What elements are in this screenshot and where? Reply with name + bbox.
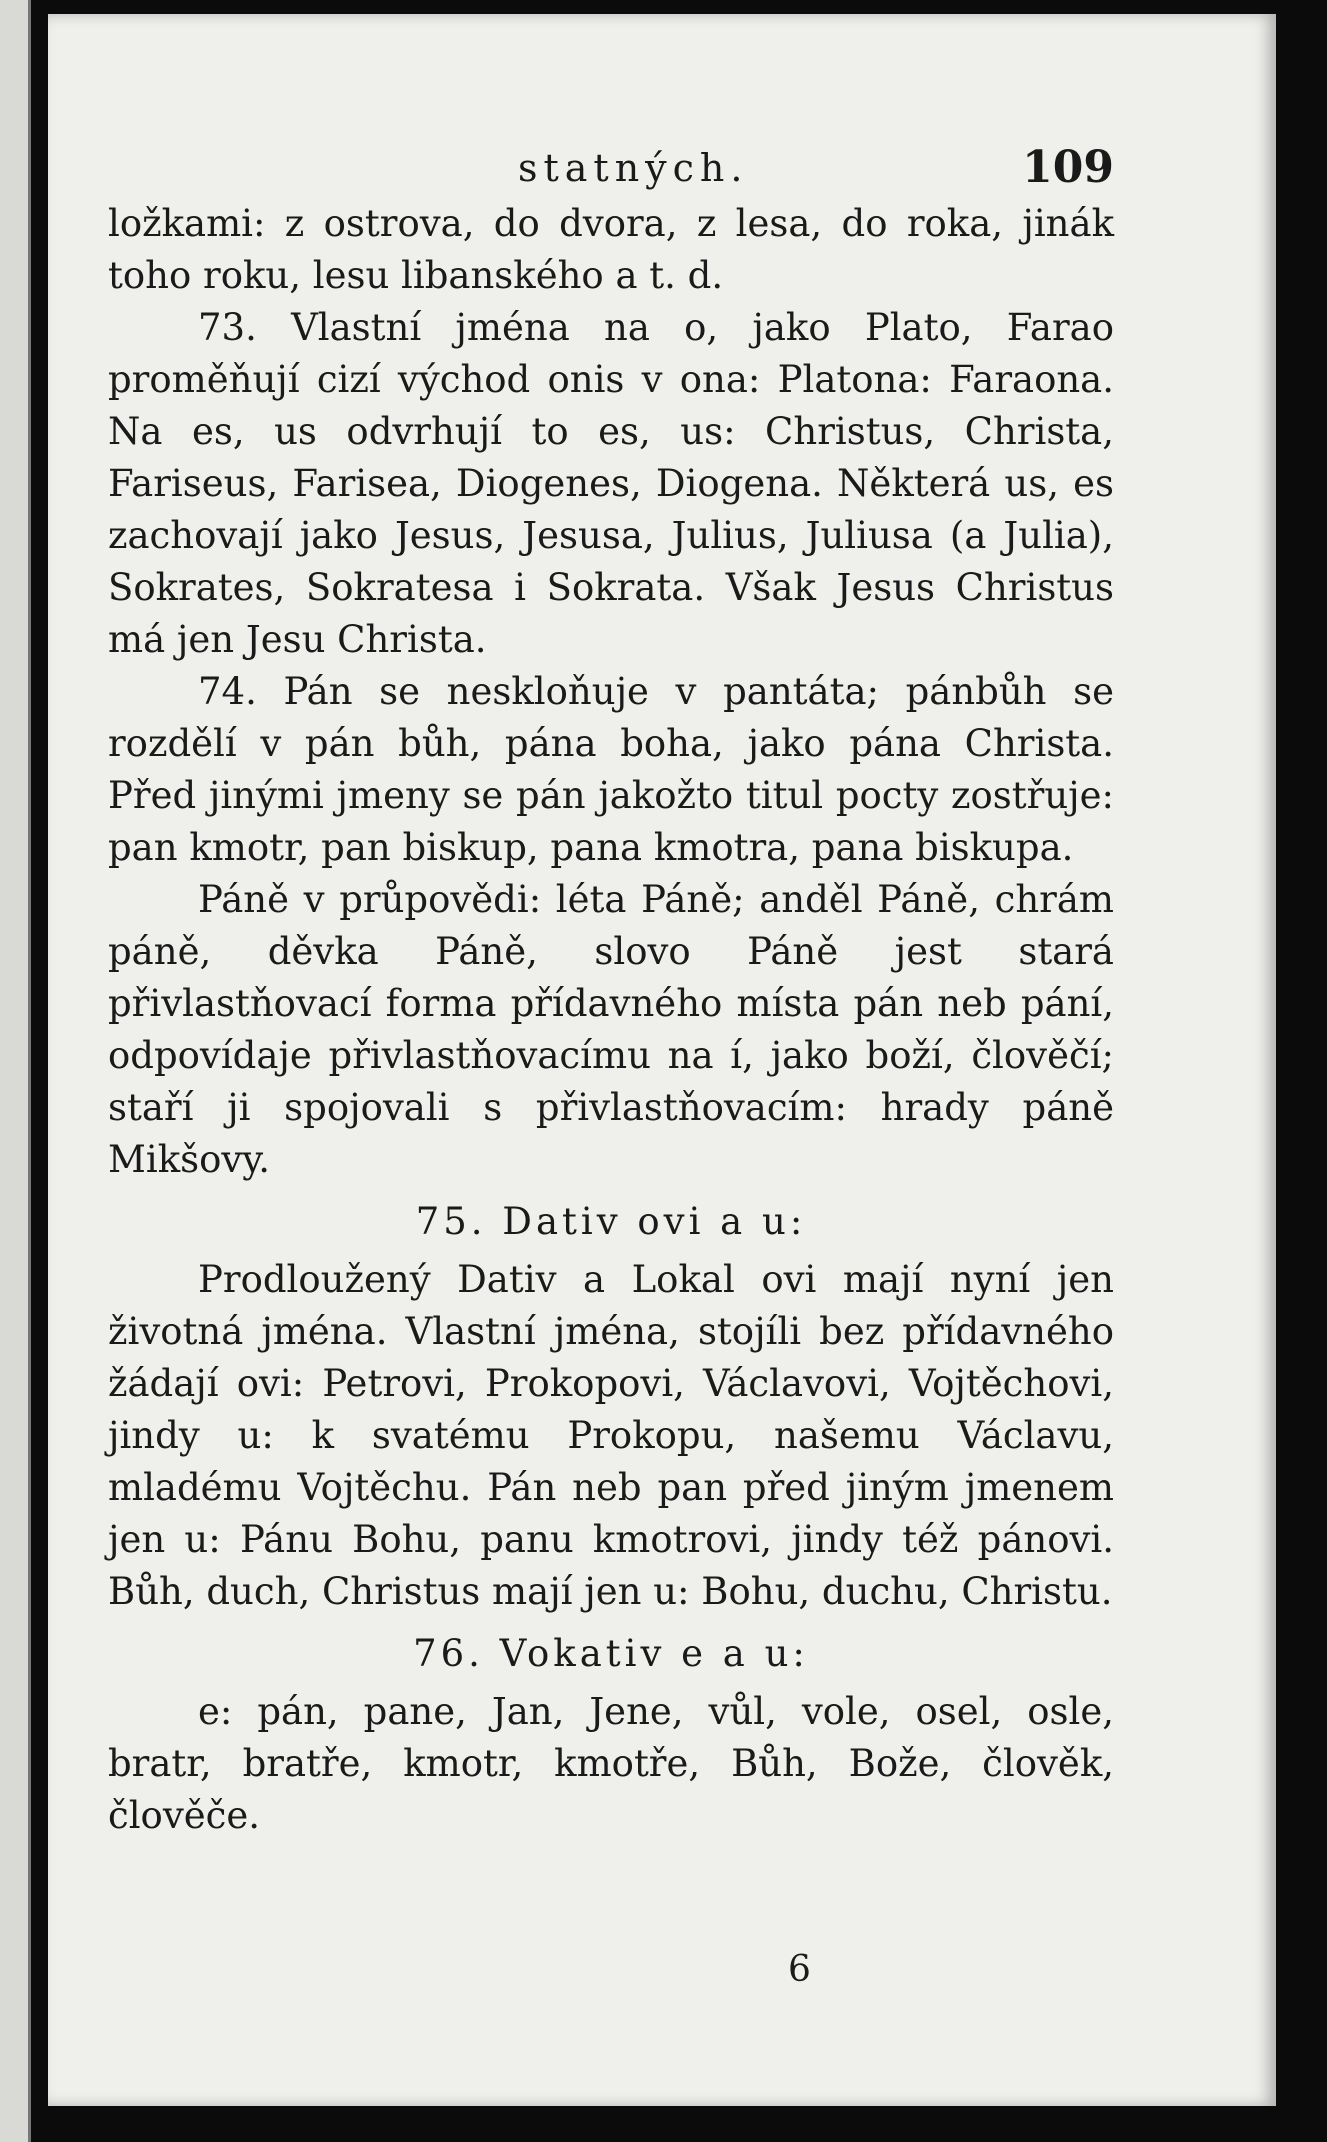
section-heading-75: 75. Dativ ovi a u: (415, 1200, 807, 1243)
paragraph-continuation: ložkami: z ostrova, do dvora, z lesa, do roka, jinák toho roku, lesu libanského a t. d. (108, 202, 1114, 297)
book-spine-edge (0, 0, 31, 2142)
page-text (108, 142, 1114, 1842)
section-heading-76: 76. Vokativ e a u: (413, 1632, 809, 1675)
paragraph-74: 74. Pán se neskloňuje v pantáta; pánbůh se rozdělí v pán bůh, pána boha, jako pána Christa. Před jinými jmeny se pán jakožto titul pocty zostřuje: pan kmotr, pan biskup, pana kmotra, pana biskupa. (108, 670, 1114, 869)
signature-mark: 6 (788, 1949, 811, 1990)
paragraph-75: Prodloužený Dativ a Lokal ovi mají nyní jen životná jména. Vlastní jména, stojíli bez přídavného žádají ovi: Petrovi, Prokopovi, Václavovi, Vojtěchovi, jindy u: k svatému Prokopu, našemu Václavu, mladému Vojtěchu. Pán neb pan před jiným jmenem jen u: Pánu Bohu, panu kmotrovi, jindy též pánovi. Bůh, duch, Christus mají jen u: Bohu, duchu, Christu. (108, 1258, 1114, 1613)
paragraph-76: e: pán, pane, Jan, Jene, vůl, vole, osel, osle, bratr, bratře, kmotr, kmotře, Bůh, Bože, člověk, člověče. (108, 1690, 1114, 1837)
book-page (48, 14, 1276, 2106)
running-title: statných. (518, 146, 749, 190)
page-header (108, 142, 1114, 198)
paragraph-74-pane: Páně v průpovědi: léta Páně; anděl Páně, chrám páně, děvka Páně, slovo Páně jest stará přivlastňovací forma přídavného místa pán neb pání, odpovídaje přivlastňovacímu na í, jako boží, člověčí; staří ji spojovali s přivlastňovacím: hrady páně Mikšovy. (108, 878, 1114, 1181)
paragraph-73: 73. Vlastní jména na o, jako Plato, Farao proměňují cizí východ onis v ona: Platona: Faraona. Na es, us odvrhují to es, us: Christus, Christa, Fariseus, Farisea, Diogenes, Diogena. Některá us, es zachovají jako Jesus, Jesusa, Julius, Juliusa (a Julia), Sokrates, Sokratesa i Sokrata. Však Jesus Christus má jen Jesu Christa. (108, 306, 1114, 661)
page-number: 109 (1022, 142, 1114, 193)
